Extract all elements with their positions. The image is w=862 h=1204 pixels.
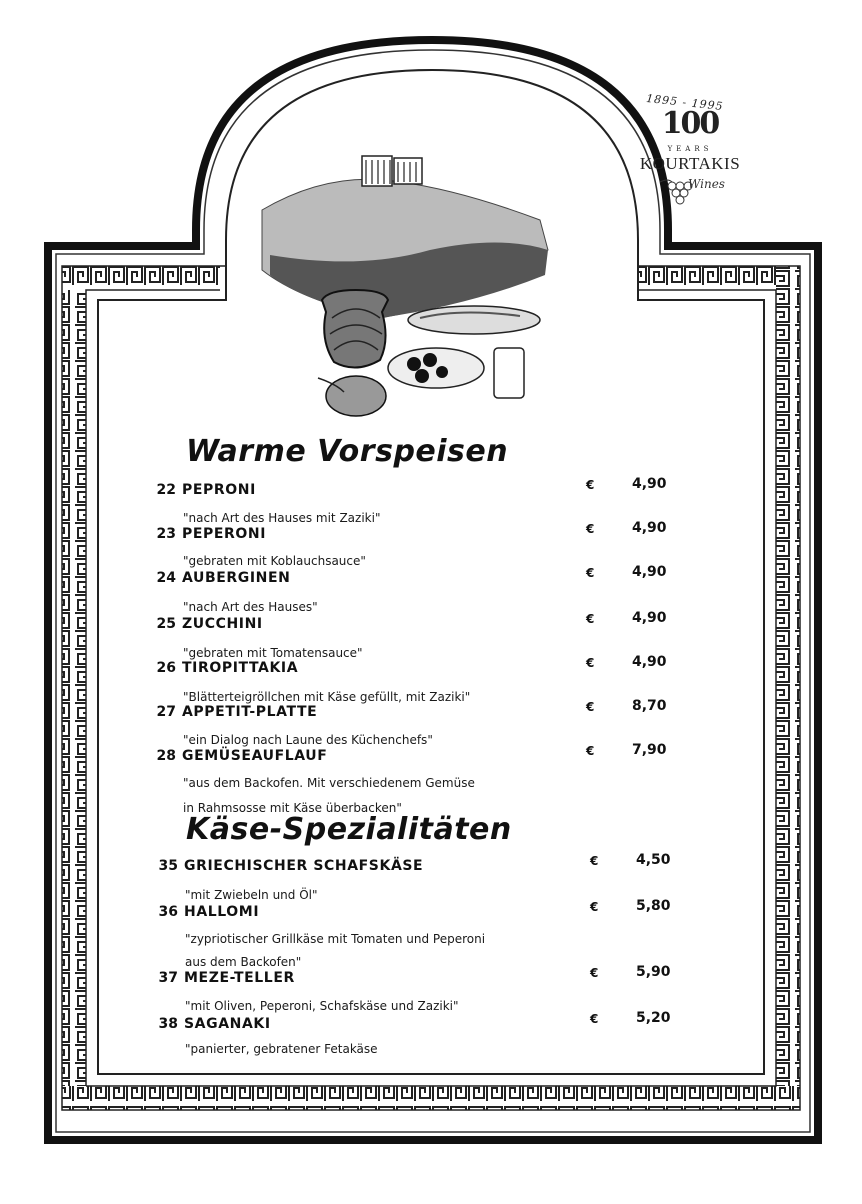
item-description: "panierter, gebratener Fetakäse <box>185 1042 378 1056</box>
item-currency: € <box>586 656 595 670</box>
kourtakis-logo <box>628 92 752 222</box>
section-title-kaese-spezialitaeten: Käse-Spezialitäten <box>186 812 512 847</box>
item-description: in Rahmsosse mit Käse überbacken" <box>183 801 402 815</box>
item-description: "gebraten mit Tomatensauce" <box>183 646 363 660</box>
item-number: 24 <box>156 570 176 586</box>
item-description: "Blätterteigröllchen mit Käse gefüllt, mit Zaziki" <box>183 690 471 704</box>
item-currency: € <box>586 566 595 580</box>
logo-hundred: 100 <box>661 106 719 141</box>
item-number: 27 <box>156 704 176 720</box>
item-price: 4,90 <box>632 476 667 492</box>
item-name: MEZE-TELLER <box>184 970 295 986</box>
item-currency: € <box>586 612 595 626</box>
item-name: APPETIT-PLATTE <box>182 704 318 720</box>
item-description: "nach Art des Hauses" <box>183 600 318 614</box>
item-price: 5,80 <box>636 898 671 914</box>
item-name: PEPERONI <box>182 526 267 542</box>
item-price: 7,90 <box>632 742 667 758</box>
item-currency: € <box>590 966 599 980</box>
item-currency: € <box>590 854 599 868</box>
item-currency: € <box>586 522 595 536</box>
item-description: "ein Dialog nach Laune des Küchenchefs" <box>183 733 433 747</box>
item-description: "mit Oliven, Peperoni, Schafskäse und Zaziki" <box>185 999 459 1013</box>
item-name: SAGANAKI <box>184 1016 271 1032</box>
item-description: "aus dem Backofen. Mit verschiedenem Gemüse <box>183 776 475 790</box>
item-name: GEMÜSEAUFLAUF <box>182 748 328 764</box>
item-description: "zypriotischer Grillkäse mit Tomaten und Peperoni <box>185 932 486 946</box>
item-number: 37 <box>158 970 178 986</box>
item-price: 4,90 <box>632 564 667 580</box>
item-number: 25 <box>156 616 176 632</box>
logo-years-label: YEARS <box>667 145 713 153</box>
item-number: 35 <box>158 858 178 874</box>
item-currency: € <box>586 700 595 714</box>
item-number: 26 <box>156 660 176 676</box>
item-price: 5,20 <box>636 1010 671 1026</box>
item-number: 22 <box>156 482 176 498</box>
item-number: 38 <box>158 1016 178 1032</box>
item-price: 4,90 <box>632 654 667 670</box>
item-name: ZUCCHINI <box>182 616 263 632</box>
item-currency: € <box>586 478 595 492</box>
item-number: 28 <box>156 748 176 764</box>
item-description: "mit Zwiebeln und Öl" <box>185 888 318 902</box>
item-description: "gebraten mit Koblauchsauce" <box>183 554 366 568</box>
item-currency: € <box>590 1012 599 1026</box>
item-name: AUBERGINEN <box>182 570 291 586</box>
item-description: "nach Art des Hauses mit Zaziki" <box>183 511 381 525</box>
item-number: 23 <box>156 526 176 542</box>
logo-wines: Wines <box>688 177 725 191</box>
item-price: 4,90 <box>632 610 667 626</box>
item-currency: € <box>590 900 599 914</box>
item-number: 36 <box>158 904 178 920</box>
item-price: 5,90 <box>636 964 671 980</box>
item-price: 8,70 <box>632 698 667 714</box>
section-title-warme-vorspeisen: Warme Vorspeisen <box>186 434 509 469</box>
item-price: 4,90 <box>632 520 667 536</box>
logo-years-range: 1895 - 1995 <box>645 91 725 114</box>
logo-brand: KOURTAKIS <box>639 154 741 173</box>
item-name: PEPRONI <box>182 482 256 498</box>
item-price: 4,50 <box>636 852 671 868</box>
item-currency: € <box>586 744 595 758</box>
item-name: GRIECHISCHER SCHAFSKÄSE <box>184 858 424 874</box>
item-name: TIROPITTAKIA <box>182 660 299 676</box>
item-name: HALLOMI <box>184 904 260 920</box>
item-description: aus dem Backofen" <box>185 955 302 969</box>
